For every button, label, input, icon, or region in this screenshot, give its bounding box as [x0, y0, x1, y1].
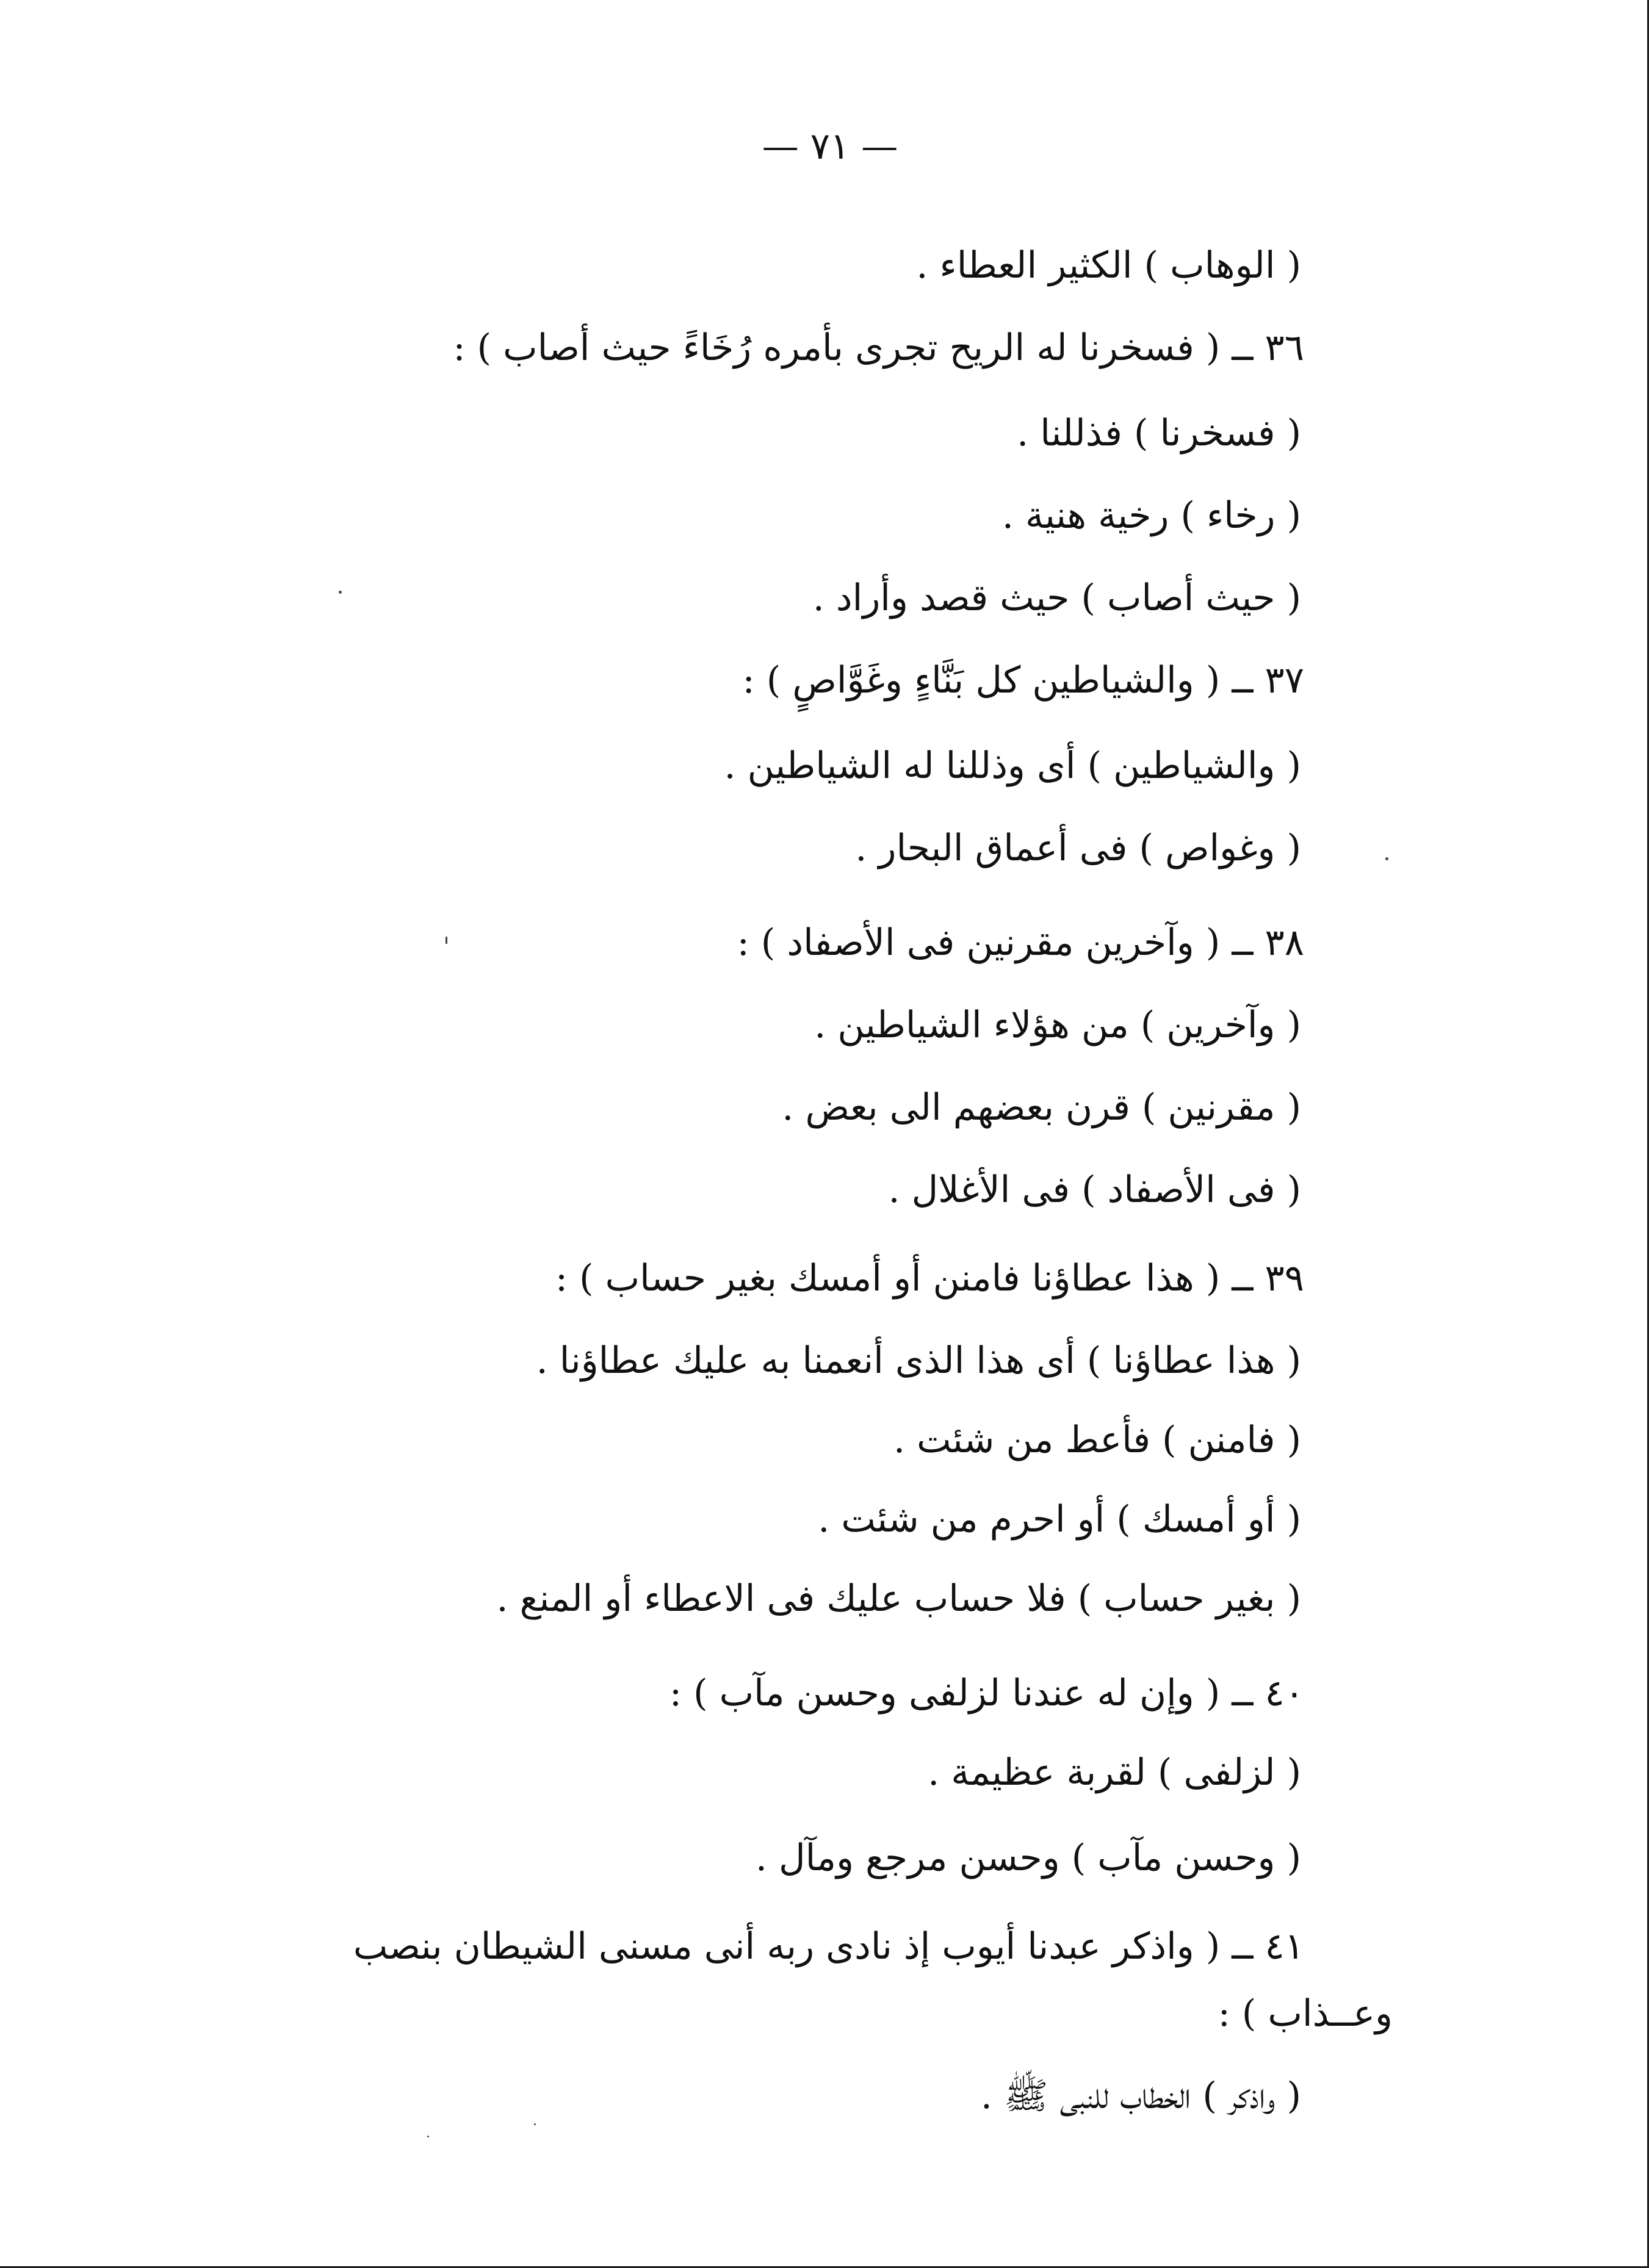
scan-speck [1385, 857, 1388, 860]
verse-line-36: ٣٦ ــ ( فسخرنا له الريح تجرى بأمره رُخَاءً حيث أصاب ) : [453, 326, 1304, 369]
scan-speck [446, 937, 447, 944]
page-number: — ٧١ — [762, 125, 898, 168]
gloss-line: ( بغير حساب ) فلا حساب عليك فى الاعطاء أو المنع . [496, 1577, 1301, 1620]
verse-line-39: ٣٩ ــ ( هذا عطاؤنا فامنن أو أمسك بغير حساب ) : [555, 1257, 1304, 1300]
gloss-line: ( لزلفى ) لقربة عظيمة . [928, 1751, 1301, 1794]
gloss-line: ( وحسن مآب ) وحسن مرجع ومآل . [755, 1837, 1301, 1879]
gloss-line: ( حيث أصاب ) حيث قصد وأراد . [812, 577, 1301, 619]
scan-speck [339, 591, 342, 594]
gloss-line: ( هذا عطاؤنا ) أى هذا الذى أنعمنا به عليك عطاؤنا . [536, 1339, 1301, 1382]
gloss-line: ( فى الأصفاد ) فى الأغلال . [888, 1168, 1301, 1211]
verse-line-38: ٣٨ ــ ( وآخرين مقرنين فى الأصفاد ) : [737, 921, 1304, 964]
gloss-line: ( والشياطين ) أى وذللنا له الشياطين . [724, 744, 1301, 787]
gloss-line: ( مقرنين ) قرن بعضهم الى بعض . [782, 1086, 1301, 1129]
scan-speck [534, 2123, 536, 2125]
gloss-line: ( رخاء ) رخية هنية . [1001, 494, 1301, 537]
verse-continuation-line: وعــذاب ) : [1218, 1992, 1393, 2035]
gloss-line: ( فسخرنا ) فذللنا . [1017, 412, 1301, 455]
gloss-line: ( وغواص ) فى أعماق البحار . [855, 827, 1301, 869]
verse-line-37: ٣٧ ــ ( والشياطين كل بَنَّاءٍ وغَوَّاصٍ ) : [742, 659, 1304, 702]
gloss-line: ( واذكر ) الخطاب للنبى ﷺ . [980, 2075, 1301, 2117]
verse-line-40: ٤٠ ــ ( وإن له عندنا لزلفى وحسن مآب ) : [669, 1672, 1304, 1715]
gloss-line: ( أو أمسك ) أو احرم من شئت . [818, 1498, 1301, 1541]
scan-speck [427, 2136, 429, 2137]
gloss-line: ( الوهاب ) الكثير العطاء . [916, 244, 1301, 287]
gloss-line: ( وآخرين ) من هؤلاء الشياطين . [814, 1004, 1301, 1046]
verse-line-41: ٤١ ــ ( واذكر عبدنا أيوب إذ نادى ربه أنى مسنى الشيطان بنصب [353, 1925, 1304, 1968]
gloss-line: ( فامنن ) فأعط من شئت . [893, 1419, 1301, 1461]
